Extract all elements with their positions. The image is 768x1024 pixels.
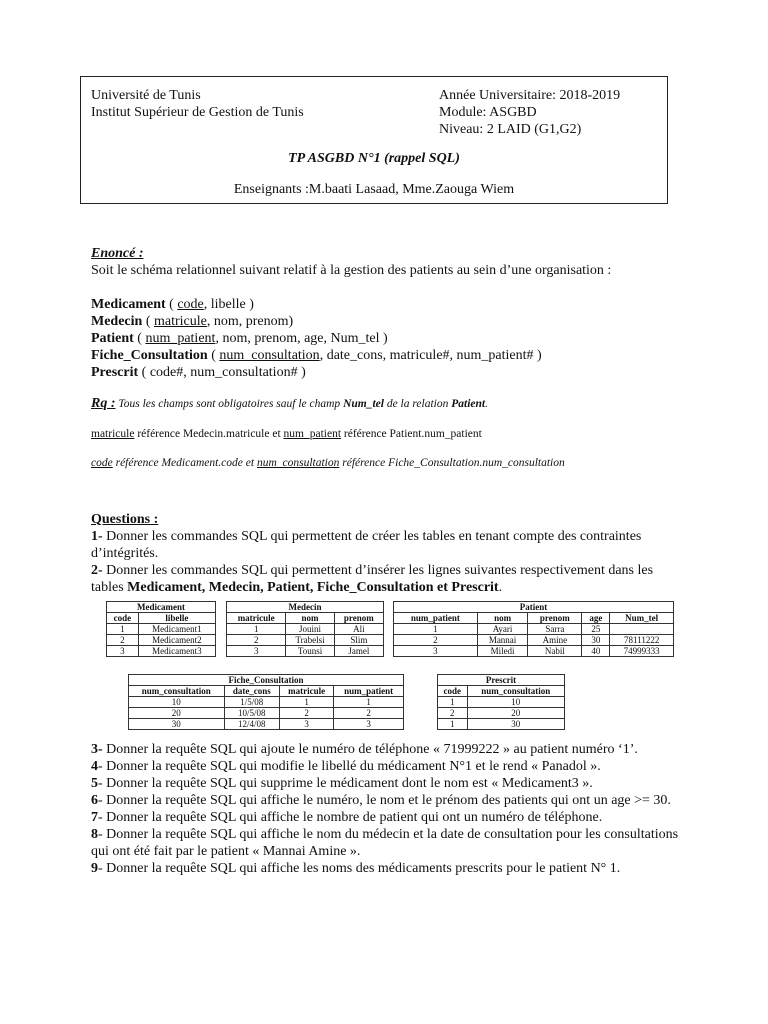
question-text: Donner la requête SQL qui ajoute le numéro de téléphone « 71999222 » au patient numéro ‘1’. <box>102 742 638 757</box>
fk-name: num_patient <box>283 428 342 440</box>
schema-prescrit <box>91 364 691 381</box>
remark-text: Tous les champs sont obligatoires sauf le champ <box>115 398 344 410</box>
fk-name: num_consultation <box>256 457 340 469</box>
table-cell: 2 <box>107 635 139 646</box>
column-header: matricule <box>227 613 286 624</box>
relation-fields: , libelle ) <box>203 297 254 312</box>
table-row <box>394 635 674 646</box>
schema-patient <box>91 330 691 347</box>
fk-name: code <box>91 457 113 469</box>
table-cell: Miledi <box>477 646 527 657</box>
questions-heading: Questions : <box>91 512 159 527</box>
question-3 <box>91 741 681 758</box>
table-cell: Ali <box>334 624 383 635</box>
table-cell: Mannai <box>477 635 527 646</box>
relation-name: Prescrit <box>91 365 139 380</box>
table-cell: 2 <box>334 708 404 719</box>
table-cell: 3 <box>334 719 404 730</box>
table-header-row <box>394 613 674 624</box>
remark-text: de la relation <box>383 398 452 410</box>
question-number: 4 <box>91 759 98 774</box>
relation-open: ( <box>165 297 178 312</box>
table-cell: 1 <box>107 624 139 635</box>
table-header-row <box>107 613 216 624</box>
table-cell: 3 <box>394 646 478 657</box>
table-caption: Medecin <box>227 602 384 613</box>
table-cell: 3 <box>107 646 139 657</box>
table-cell: Slim <box>334 635 383 646</box>
table-row <box>129 708 404 719</box>
table-cell: Trabelsi <box>286 635 334 646</box>
remark-field: Num_tel <box>343 398 384 410</box>
table-cell: 3 <box>280 719 334 730</box>
table-cell: 1 <box>334 697 404 708</box>
table-row <box>107 624 216 635</box>
table-cell: Nabil <box>528 646 582 657</box>
question-text: . <box>498 580 503 595</box>
table-row <box>227 646 384 657</box>
relation-fields: ( code#, num_consultation# ) <box>138 365 306 380</box>
fk-text: référence Medicament.code et <box>112 457 257 469</box>
table-cell: 74999333 <box>610 646 674 657</box>
remark-relation: Patient <box>451 398 486 410</box>
table-header-row <box>129 686 404 697</box>
question-number: 2- <box>91 563 103 578</box>
fk-text: référence Medecin.matricule et <box>134 428 284 440</box>
table-cell: 1 <box>227 624 286 635</box>
table-cell: 40 <box>582 646 610 657</box>
remark-line <box>91 395 691 413</box>
relation-name: Patient <box>91 331 134 346</box>
questions-bottom <box>91 741 681 877</box>
column-header: matricule <box>280 686 334 697</box>
relation-name: Medecin <box>91 314 143 329</box>
table-cell: Medicament2 <box>138 635 215 646</box>
table-cell: 2 <box>227 635 286 646</box>
relation-open: ( <box>133 331 146 346</box>
column-header: code <box>107 613 139 624</box>
enonce-section <box>91 245 691 279</box>
enonce-heading: Enoncé : <box>91 246 144 261</box>
question-number: 5 <box>91 776 98 791</box>
medecin-table <box>226 601 384 657</box>
column-header: prenom <box>334 613 383 624</box>
table-cell: 1 <box>280 697 334 708</box>
table-cell: 10/5/08 <box>224 708 280 719</box>
prescrit-table <box>437 674 565 730</box>
university-name: Université de Tunis <box>91 88 201 103</box>
table-cell: 2 <box>438 708 468 719</box>
table-cell: 2 <box>394 635 478 646</box>
table-cell: 1 <box>438 697 468 708</box>
table-cell: 30 <box>467 719 564 730</box>
table-row <box>107 635 216 646</box>
question-text: Donner les commandes SQL qui permettent d’insérer les lignes suivantes respectivement dans les tables <box>91 563 654 595</box>
column-header: Num_tel <box>610 613 674 624</box>
question-text: - Donner la requête SQL qui affiche les noms des médicaments prescrits pour le patient N° 1. <box>98 861 621 876</box>
table-cell: 30 <box>129 719 225 730</box>
schema-medicament <box>91 296 691 313</box>
module-label: Module: ASGBD <box>439 105 537 120</box>
table-cell: Sarra <box>528 624 582 635</box>
table-cell: Amine <box>528 635 582 646</box>
relation-fields: , nom, prenom, age, Num_tel ) <box>215 331 388 346</box>
question-number: 3- <box>91 742 103 757</box>
patient-table <box>393 601 674 657</box>
institute-name: Institut Supérieur de Gestion de Tunis <box>91 105 304 120</box>
relation-open: ( <box>207 348 220 363</box>
question-number: 8 <box>91 827 98 842</box>
reference-line-2 <box>91 455 691 472</box>
teachers-line: Enseignants :M.baati Lasaad, Mme.Zaouga Wiem <box>233 182 515 197</box>
table-row <box>227 624 384 635</box>
question-text: - Donner la requête SQL qui affiche le nombre de patient qui ont un numéro de téléphone. <box>98 810 603 825</box>
table-cell: 20 <box>467 708 564 719</box>
table-caption: Patient <box>394 602 674 613</box>
relation-open: ( <box>142 314 154 329</box>
primary-key: matricule <box>154 314 207 329</box>
questions-top <box>91 511 681 596</box>
column-header: nom <box>477 613 527 624</box>
question-text: Donner les commandes SQL qui permettent de créer les tables en tenant compte des contraintes d’intégrités. <box>91 529 642 561</box>
relation-fields: , nom, prenom) <box>206 314 294 329</box>
table-row <box>394 646 674 657</box>
table-cell: Medicament1 <box>138 624 215 635</box>
table-cell: Ayari <box>477 624 527 635</box>
table-row <box>227 635 384 646</box>
fk-text: référence Patient.num_patient <box>341 428 482 440</box>
table-row <box>438 719 565 730</box>
table-cell: 2 <box>280 708 334 719</box>
table-cell: 25 <box>582 624 610 635</box>
table-cell: 1 <box>394 624 478 635</box>
primary-key: code <box>177 297 204 312</box>
fiche-consultation-table <box>128 674 404 730</box>
table-row <box>438 697 565 708</box>
table-caption: Fiche_Consultation <box>129 675 404 686</box>
table-cell: 10 <box>129 697 225 708</box>
table-row <box>438 708 565 719</box>
schema-fiche-consultation <box>91 347 691 364</box>
table-cell: 30 <box>582 635 610 646</box>
relation-name: Fiche_Consultation <box>91 348 208 363</box>
table-caption: Prescrit <box>438 675 565 686</box>
primary-key: num_patient <box>145 331 216 346</box>
table-cell: 12/4/08 <box>224 719 280 730</box>
column-header: nom <box>286 613 334 624</box>
question-number: 1- <box>91 529 103 544</box>
table-cell: 1 <box>438 719 468 730</box>
question-6 <box>91 792 681 809</box>
enonce-intro: Soit le schéma relationnel suivant relatif à la gestion des patients au sein d’une organisation : <box>91 263 612 278</box>
table-cell: 3 <box>227 646 286 657</box>
table-row <box>129 697 404 708</box>
table-cell: 1/5/08 <box>224 697 280 708</box>
relational-schema <box>91 296 691 381</box>
table-header-row <box>438 686 565 697</box>
table-cell: Tounsi <box>286 646 334 657</box>
column-header: num_consultation <box>129 686 225 697</box>
reference-line-1 <box>91 426 691 443</box>
question-9 <box>91 860 681 877</box>
table-row <box>129 719 404 730</box>
table-cell: 20 <box>129 708 225 719</box>
column-header: prenom <box>528 613 582 624</box>
table-cell: 10 <box>467 697 564 708</box>
question-text: - Donner la requête SQL qui affiche le nom du médecin et la date de consultation pour les consultations qui ont été fait par le patient « Mannai Amine ». <box>91 827 679 859</box>
column-header: date_cons <box>224 686 280 697</box>
academic-year: Année Universitaire: 2018-2019 <box>439 88 621 103</box>
medicament-table <box>106 601 216 657</box>
table-row <box>394 624 674 635</box>
question-tables: Medicament, Medecin, Patient, Fiche_Consultation et Prescrit <box>127 580 499 595</box>
question-text: - Donner la requête SQL qui modifie le libellé du médicament N°1 et le rend « Panadol ». <box>98 759 601 774</box>
question-number: 6 <box>91 793 98 808</box>
table-caption: Medicament <box>107 602 216 613</box>
question-4 <box>91 758 681 775</box>
column-header: code <box>438 686 468 697</box>
column-header: libelle <box>138 613 215 624</box>
column-header: age <box>582 613 610 624</box>
header-box <box>80 76 668 204</box>
relation-name: Medicament <box>91 297 166 312</box>
doc-title: TP ASGBD N°1 (rappel SQL) <box>288 151 460 166</box>
question-1 <box>91 528 681 562</box>
remark-text: . <box>485 398 488 410</box>
question-number: 7 <box>91 810 98 825</box>
question-2 <box>91 562 681 596</box>
table-cell: Jouini <box>286 624 334 635</box>
table-row <box>107 646 216 657</box>
relation-fields: , date_cons, matricule#, num_patient# ) <box>319 348 542 363</box>
question-number: 9 <box>91 861 98 876</box>
schema-medecin <box>91 313 691 330</box>
fk-name: matricule <box>91 428 135 440</box>
fk-text: référence Fiche_Consultation.num_consultation <box>339 457 565 469</box>
question-5 <box>91 775 681 792</box>
question-7 <box>91 809 681 826</box>
table-cell <box>610 624 674 635</box>
table-cell: Jamel <box>334 646 383 657</box>
question-8 <box>91 826 681 860</box>
level-label: Niveau: 2 LAID (G1,G2) <box>439 122 582 137</box>
question-text: - Donner la requête SQL qui supprime le médicament dont le nom est « Medicament3 ». <box>98 776 593 791</box>
column-header: num_consultation <box>467 686 564 697</box>
column-header: num_patient <box>334 686 404 697</box>
table-header-row <box>227 613 384 624</box>
table-cell: Medicament3 <box>138 646 215 657</box>
question-text: - Donner la requête SQL qui affiche le numéro, le nom et le prénom des patients qui ont un age >= 30. <box>98 793 671 808</box>
primary-key: num_consultation <box>219 348 320 363</box>
table-cell: 78111222 <box>610 635 674 646</box>
column-header: num_patient <box>394 613 478 624</box>
remark-label: Rq : <box>91 396 116 411</box>
